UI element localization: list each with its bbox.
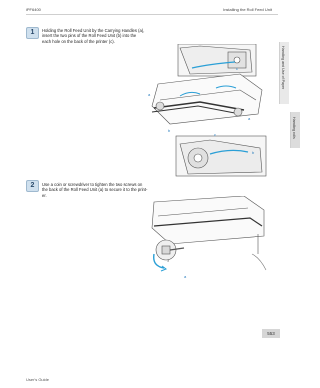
header-section-title: Installing the Roll Feed Unit: [223, 7, 272, 12]
callout-a-left: a: [148, 92, 151, 97]
pin-insertion-detail: [176, 136, 266, 176]
side-tab-handling-and-use-of-paper[interactable]: [279, 42, 289, 104]
side-tab-handling-rolls[interactable]: [290, 112, 300, 148]
roll-feed-unit: [152, 74, 262, 124]
page-number: 553: [262, 329, 280, 338]
side-tab-outer-label: Handling and Use of Paper: [281, 46, 285, 90]
header-divider: [26, 14, 278, 15]
side-tabs: [280, 20, 300, 139]
screw-tightening-illustration: [140, 196, 268, 288]
callout-b-detail: b: [252, 150, 255, 155]
step-2-line-2: the back of the Roll Feed Unit (a) to secure it to the print-: [42, 187, 148, 193]
side-tab-inner-label: Handling rolls: [292, 117, 296, 139]
screw-detail: [154, 240, 184, 271]
roll-feed-unit-illustration: [140, 44, 270, 179]
callout-b-left: b: [168, 128, 171, 133]
step-1-badge: 1: [26, 27, 39, 39]
callout-c-top: c: [236, 66, 238, 71]
step-1-line-3: each hole on the back of the printer (c).: [42, 38, 115, 44]
step-1-line-2: insert the two pins of the Roll Feed Unit (b) into the: [42, 33, 137, 39]
printer-back-detail: [178, 44, 256, 76]
callout-a-right: a: [248, 116, 251, 121]
header-model: iPF6400: [26, 7, 41, 12]
step-2-line-1: Use a coin or screwdriver to tighten the two screws on: [42, 182, 143, 187]
step-2-badge: 2: [26, 180, 39, 192]
footer-guide-name: User's Guide: [26, 377, 49, 382]
step-1-text: [42, 28, 177, 44]
callout-c-bottom: c: [214, 132, 216, 137]
step-1-line-1: Holding the Roll Feed Unit by the Carrying Handles (a),: [42, 28, 145, 33]
callout-a-screw: a: [184, 274, 187, 279]
step-2-line-3: er.: [42, 192, 47, 198]
